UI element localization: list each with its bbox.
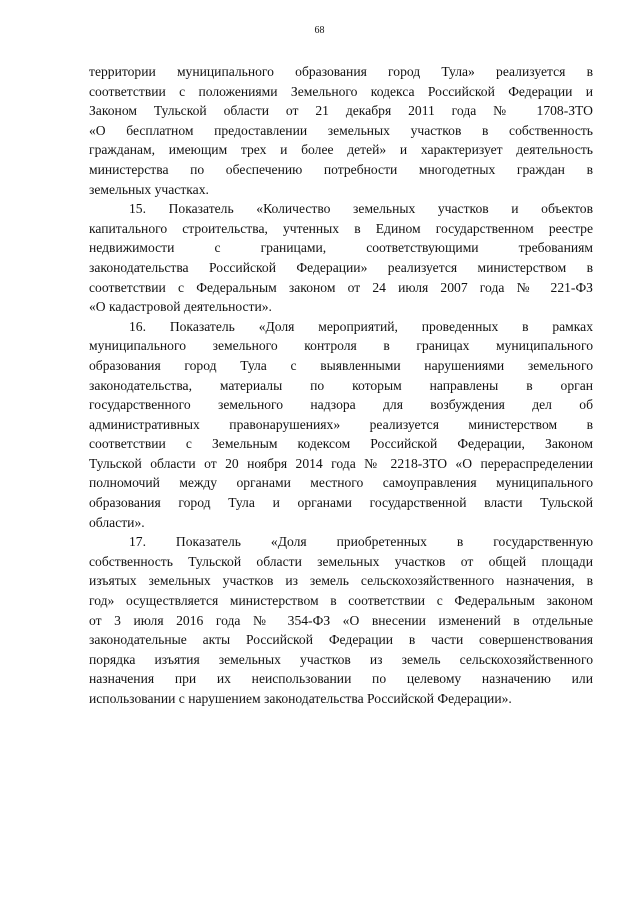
text-line: соответствии с Земельным кодексом Российской Федерации, Законом — [89, 436, 593, 452]
paragraph-item-17 — [89, 532, 593, 708]
text-line: порядка изъятия земельных участков из земель сельскохозяйственного — [89, 651, 593, 667]
text-line: «О кадастровой деятельности». — [89, 299, 272, 315]
text-line: образования город Тула с выявленными нарушениями земельного — [89, 357, 593, 373]
text-line: министерства по обеспечению потребности многодетных граждан в — [89, 161, 593, 177]
paragraph-item-16 — [89, 317, 593, 533]
text-line: Тульской области от 20 ноября 2014 года № 2218-ЗТО «О перераспределении — [89, 455, 593, 471]
text-line: соответствии с положениями Земельного кодекса Российской Федерации и — [89, 83, 593, 99]
text-line: назначения при их неиспользовании по целевому назначению или — [89, 671, 593, 687]
paragraph-1 — [89, 62, 593, 199]
text-line: образования город Тула и органами государственной власти Тульской — [89, 495, 593, 511]
text-line: год» осуществляется министерством в соответствии с Федеральным законом — [89, 593, 593, 609]
text-line: законодательства, материалы по которым направлены в орган — [89, 377, 593, 393]
text-line: государственного земельного надзора для возбуждения дел об — [89, 397, 593, 413]
text-line: муниципального земельного контроля в границах муниципального — [89, 338, 593, 354]
text-line: законодательства Российской Федерации» реализуется министерством в — [89, 259, 593, 275]
text-line: области». — [89, 514, 145, 530]
text-line: полномочий между органами местного самоуправления муниципального — [89, 475, 593, 491]
text-line: административных правонарушениях» реализуется министерством в — [89, 416, 593, 432]
text-line: «О бесплатном предоставлении земельных участков в собственность — [89, 122, 593, 138]
text-line: недвижимости с границами, соответствующими требованиям — [89, 240, 593, 256]
text-line: гражданам, имеющим трех и более детей» и характеризует деятельность — [89, 142, 593, 158]
text-line: 17. Показатель «Доля приобретенных в государственную — [129, 534, 593, 550]
text-line: 16. Показатель «Доля мероприятий, проведенных в рамках — [129, 318, 593, 334]
paragraph-item-15 — [89, 199, 593, 317]
text-line: изъятых земельных участков из земель сельскохозяйственного назначения, в — [89, 573, 593, 589]
page-number: 68 — [314, 25, 325, 36]
text-line: капитального строительства, учтенных в Едином государственном реестре — [89, 220, 593, 236]
text-line: 15. Показатель «Количество земельных участков и объектов — [129, 201, 593, 217]
text-line: от 3 июля 2016 года № 354-ФЗ «О внесении изменений в отдельные — [89, 612, 593, 628]
text-line: земельных участках. — [89, 181, 209, 197]
text-line: соответствии с Федеральным законом от 24 июля 2007 года № 221-ФЗ — [89, 279, 593, 295]
text-line: территории муниципального образования город Тула» реализуется в — [89, 64, 593, 79]
text-line: Законом Тульской области от 21 декабря 2011 года № 1708-ЗТО — [89, 103, 593, 119]
text-line: законодательные акты Российской Федерации в части совершенствования — [89, 632, 593, 648]
text-line: собственность Тульской области земельных участков от общей площади — [89, 553, 593, 569]
text-line: использовании с нарушением законодательства Российской Федерации». — [89, 691, 512, 706]
document-body — [89, 62, 593, 709]
